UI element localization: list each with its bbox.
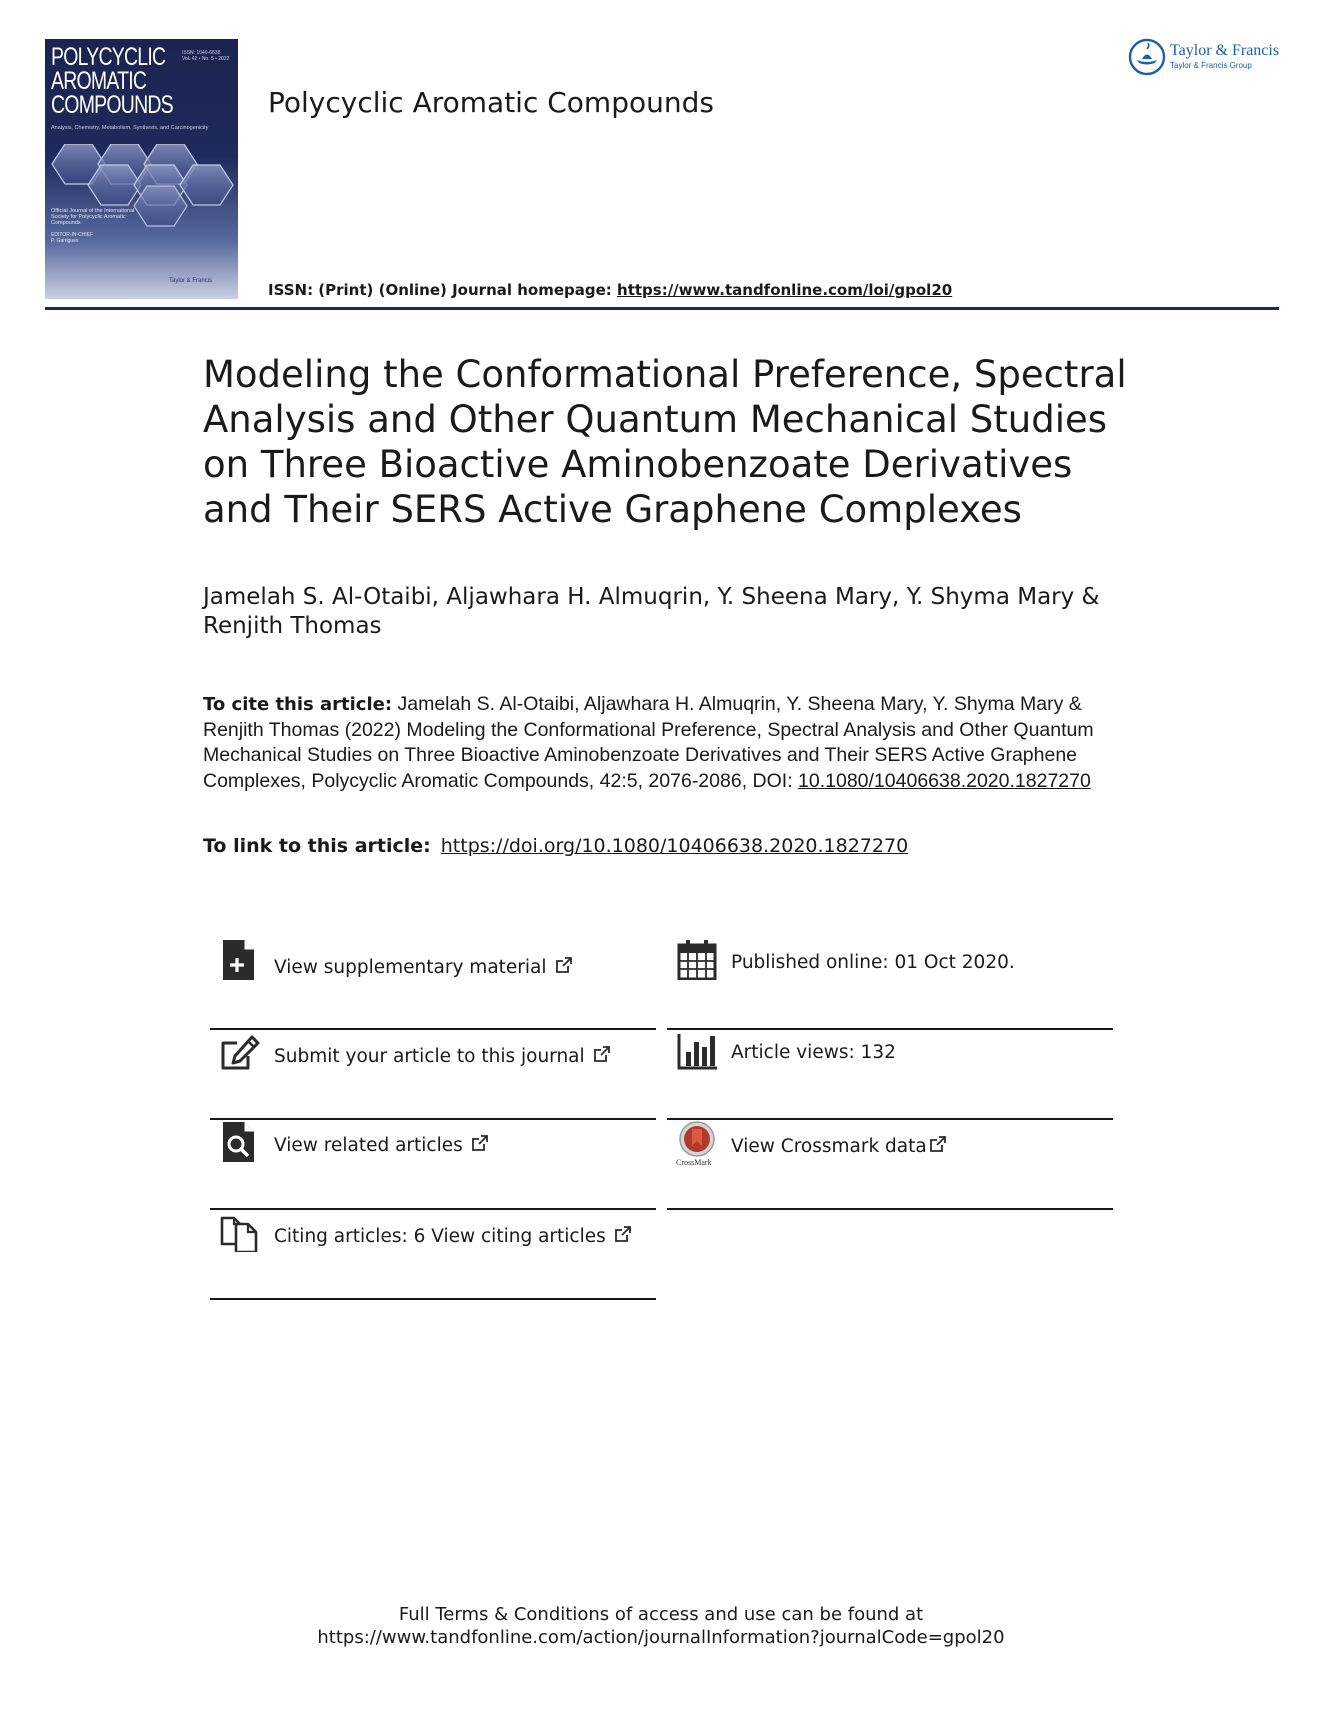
external-link-icon	[614, 1225, 632, 1243]
journal-homepage-link[interactable]: https://www.tandfonline.com/loi/gpol20	[617, 281, 953, 299]
crossmark-label: View Crossmark data	[731, 1136, 927, 1157]
article-authors: Jamelah S. Al-Otaibi, Aljawhara H. Almuqrin, Y. Sheena Mary, Y. Shyma Mary & Renjith Thomas	[203, 584, 1100, 639]
row-divider	[667, 1208, 1113, 1210]
cover-editor: EDITOR-IN-CHIEF P. Garrigues	[51, 232, 94, 244]
citation-doi-link[interactable]: 10.1080/10406638.2020.1827270	[798, 769, 1091, 792]
journal-name: Polycyclic Aromatic Compounds	[268, 86, 714, 119]
cover-publisher: Taylor & Francis	[169, 278, 213, 284]
related-articles-row[interactable]	[210, 1120, 656, 1210]
article-views-label: Article views: 132	[731, 1042, 896, 1063]
article-views-row	[667, 1030, 1113, 1120]
cover-subtitle: Analysis, Chemistry, Metabolism, Synthesis, and Carcinogenicity	[51, 125, 209, 131]
copy-documents-icon	[220, 1212, 260, 1252]
bar-chart-icon	[677, 1032, 717, 1072]
published-online-row	[667, 940, 1113, 1030]
citing-articles-row[interactable]	[210, 1210, 656, 1300]
row-divider	[210, 1298, 656, 1300]
taylor-francis-name: Taylor & Francis	[1170, 42, 1280, 59]
taylor-francis-lamp-icon	[1128, 38, 1166, 76]
article-title: Modeling the Conformational Preference, Spectral Analysis and Other Quantum Mechanical Studies on Three Bioactive Aminobenzoate Derivatives and Their SERS Active Graphene Complexes	[203, 353, 1127, 531]
cover-official-text: Official Journal of the International Society for Polycyclic Aromatic Compounds	[51, 208, 135, 226]
supplementary-label: View supplementary material	[274, 957, 547, 978]
external-link-icon	[929, 1135, 947, 1153]
search-document-icon	[220, 1122, 260, 1162]
article-link-line	[203, 835, 908, 857]
supplementary-material-row[interactable]	[210, 940, 656, 1030]
calendar-icon	[677, 940, 717, 980]
submit-label: Submit your article to this journal	[274, 1046, 585, 1067]
terms-url[interactable]: https://www.tandfonline.com/action/journalInformation?journalCode=gpol20	[317, 1627, 1005, 1648]
cover-meta: ISSN: 1040-6638 Vol. 42 • No. 5 • 2022	[182, 50, 230, 62]
external-link-icon	[471, 1134, 489, 1152]
journal-cover	[45, 39, 238, 299]
edit-icon	[220, 1034, 260, 1074]
add-file-icon	[220, 940, 260, 980]
related-label: View related articles	[274, 1135, 463, 1156]
cover-title: POLYCYCLIC AROMATIC COMPOUNDS	[51, 43, 173, 119]
taylor-francis-logo[interactable]	[1128, 38, 1288, 78]
external-link-icon	[593, 1045, 611, 1063]
crossmark-badge-text: CrossMark	[676, 1158, 712, 1167]
hexagon-graphic	[45, 144, 238, 264]
citation-text: Jamelah S. Al-Otaibi, Aljawhara H. Almuqrin, Y. Sheena Mary, Y. Shyma Mary & Renjith Thomas (2022) Modeling the Conformational Preference, Spectral Analysis and Other Quantum Mechanical Studies on Three Bioactive Aminobenzoate Derivatives and Their SERS Active Graphene Complexes, Polycyclic Aromatic Compounds, 42:5, 2076-2086, DOI:	[203, 693, 1094, 792]
crossmark-row[interactable]	[667, 1120, 1113, 1210]
external-link-icon	[555, 956, 573, 974]
citation-block	[203, 692, 1103, 794]
taylor-francis-group: Taylor & Francis Group	[1170, 61, 1252, 70]
article-doi-link[interactable]: https://doi.org/10.1080/10406638.2020.1827270	[440, 835, 909, 857]
citing-label: Citing articles: 6 View citing articles	[274, 1226, 606, 1247]
issn-line: ISSN: (Print) (Online) Journal homepage: https://www.tandfonline.com/loi/gpol20	[268, 281, 953, 299]
terms-line: Full Terms & Conditions of access and use can be found at	[398, 1604, 924, 1625]
article-link-label: To link to this article:	[203, 835, 431, 857]
published-label: Published online: 01 Oct 2020.	[731, 952, 1015, 973]
terms-footer	[0, 1603, 1322, 1649]
header-divider	[45, 307, 1279, 310]
submit-article-row[interactable]	[210, 1030, 656, 1120]
citation-label: To cite this article:	[203, 694, 393, 715]
